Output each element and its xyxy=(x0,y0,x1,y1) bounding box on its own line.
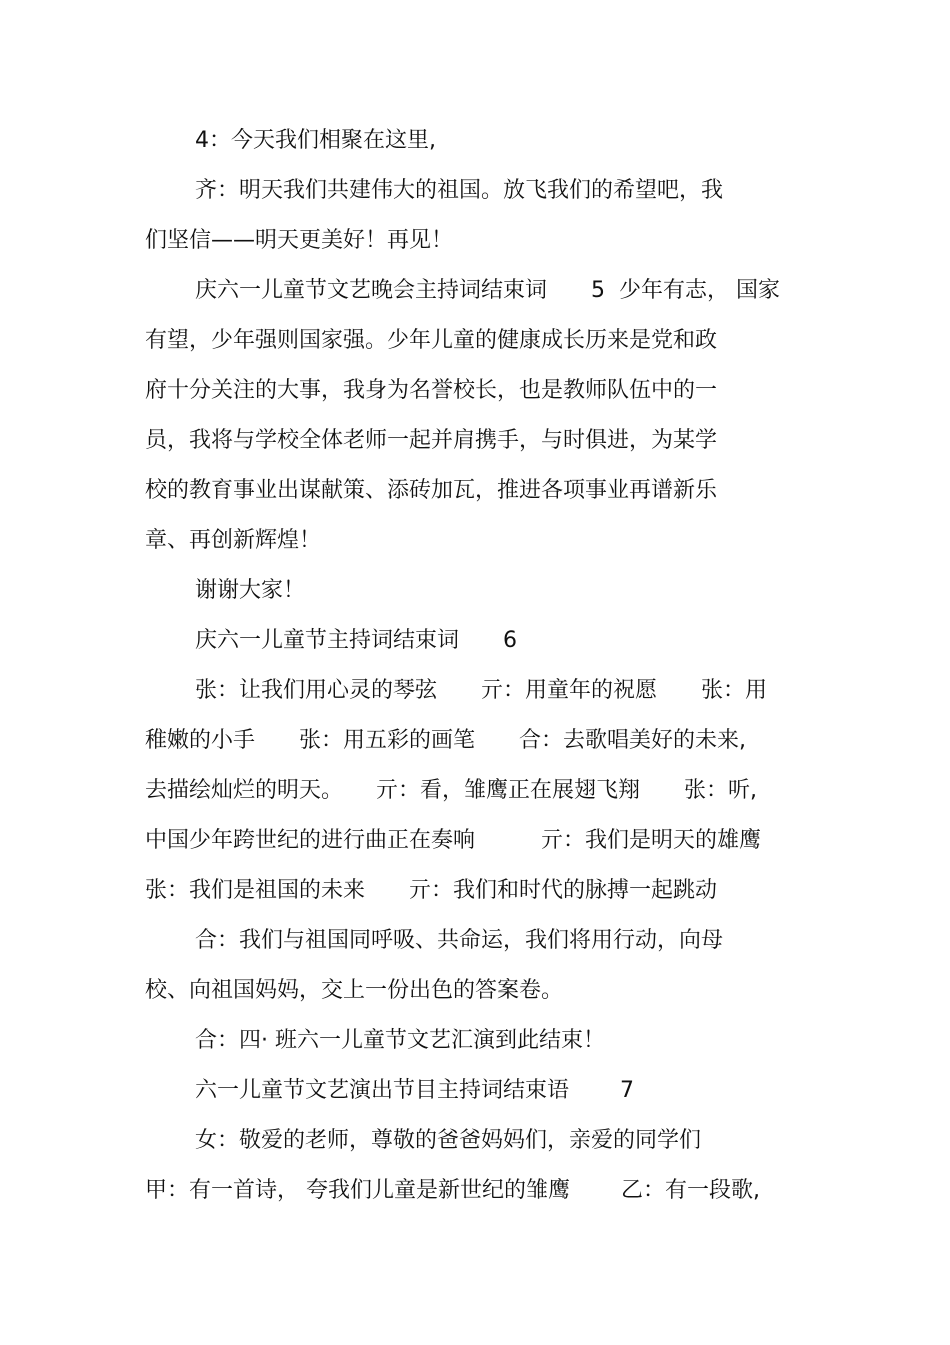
text-line: 稚嫩的小手 张：用五彩的画笔 合：去歌唱美好的未来, xyxy=(145,728,746,753)
text-line: 校的教育事业出谋献策、添砖加瓦，推进各项事业再谱新乐 xyxy=(145,478,718,503)
text-line: 去描绘灿烂的明天。 亓：看，雏鹰正在展翅飞翔 张：听, xyxy=(145,778,757,803)
text-line: 4：今天我们相聚在这里, xyxy=(195,128,436,153)
text-line: 合：我们与祖国同呼吸、共命运，我们将用行动，向母 xyxy=(195,928,724,953)
text-line: 中国少年跨世纪的进行曲正在奏响 亓：我们是明天的雄鹰 xyxy=(145,828,762,853)
text-line: 张：让我们用心灵的琴弦 亓：用童年的祝愿 张：用 xyxy=(195,678,768,703)
text-line: 有望，少年强则国家强。少年儿童的健康成长历来是党和政 xyxy=(145,328,718,353)
text-line: 庆六一儿童节文艺晚会主持词结束词 5 少年有志， 国家 xyxy=(195,278,780,303)
text-line: 齐：明天我们共建伟大的祖国。放飞我们的希望吧，我 xyxy=(195,178,724,203)
text-line: 章、再创新辉煌！ xyxy=(145,528,322,553)
text-line: 府十分关注的大事，我身为名誉校长，也是教师队伍中的一 xyxy=(145,378,718,403)
text-line: 女：敬爱的老师，尊敬的爸爸妈妈们，亲爱的同学们 xyxy=(195,1128,702,1153)
text-line: 张：我们是祖国的未来 亓：我们和时代的脉搏一起跳动 xyxy=(145,878,718,903)
text-line: 校、向祖国妈妈，交上一份出色的答案卷。 xyxy=(145,978,564,1003)
text-line: 谢谢大家！ xyxy=(195,578,306,603)
text-line: 六一儿童节文艺演出节目主持词结束语 7 xyxy=(195,1078,634,1103)
text-line: 们坚信——明天更美好！再见！ xyxy=(145,228,454,253)
text-line: 庆六一儿童节主持词结束词 6 xyxy=(195,628,517,653)
text-line: 甲：有一首诗， 夸我们儿童是新世纪的雏鹰 乙：有一段歌, xyxy=(145,1178,760,1203)
text-line: 合：四· 班六一儿童节文艺汇演到此结束！ xyxy=(195,1028,605,1053)
text-line: 员，我将与学校全体老师一起并肩携手，与时俱进，为某学 xyxy=(145,428,718,453)
